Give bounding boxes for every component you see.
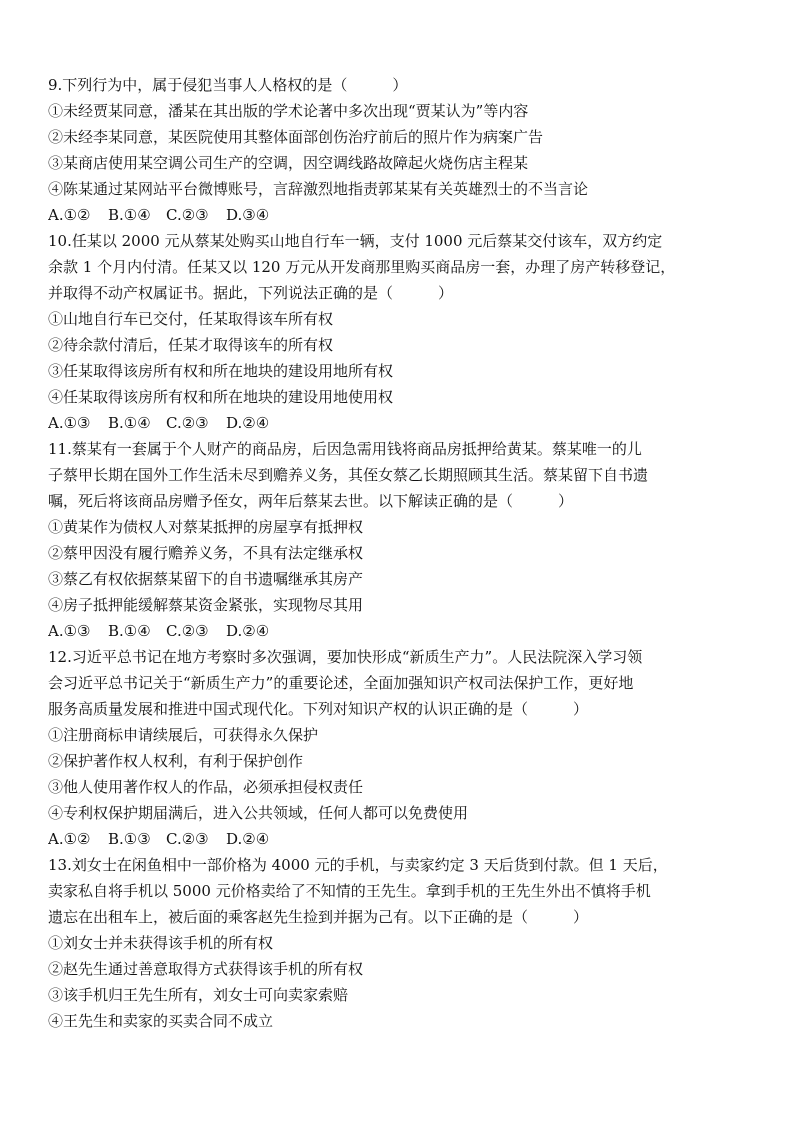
option-b: B.①④ xyxy=(108,206,151,224)
option-d: D.②④ xyxy=(226,622,270,640)
choice-item: ①注册商标申请续展后，可获得永久保护 xyxy=(48,726,319,744)
choice-item: ③某商店使用某空调公司生产的空调，因空调线路故障起火烧伤店主程某 xyxy=(48,154,529,172)
choice-item: ②蔡甲因没有履行赡养义务，不具有法定继承权 xyxy=(48,544,364,562)
choice-item: ④陈某通过某网站平台微博账号，言辞激烈地指责郭某某有关英雄烈士的不当言论 xyxy=(48,180,589,198)
option-b: B.①④ xyxy=(108,622,151,640)
option-a: A.①③ xyxy=(48,414,91,432)
option-d: D.②④ xyxy=(226,414,270,432)
option-b: B.①④ xyxy=(108,414,151,432)
choice-item: ②待余款付清后，任某才取得该车的所有权 xyxy=(48,336,334,354)
question-10 xyxy=(48,228,748,436)
choice-item: ④房子抵押能缓解蔡某资金紧张，实现物尽其用 xyxy=(48,596,364,614)
answer-options xyxy=(48,618,748,644)
choice-item: ③他人使用著作权人的作品，必须承担侵权责任 xyxy=(48,778,364,796)
answer-options xyxy=(48,202,748,228)
answer-options xyxy=(48,826,748,852)
option-d: D.②④ xyxy=(226,830,270,848)
choice-item: ①刘女士并未获得该手机的所有权 xyxy=(48,934,274,952)
choice-item: ④王先生和卖家的买卖合同不成立 xyxy=(48,1012,274,1030)
option-c: C.②③ xyxy=(166,830,209,848)
question-stem: 服务高质量发展和推进中国式现代化。下列对知识产权的认识正确的是（ ） xyxy=(48,700,589,718)
question-13 xyxy=(48,852,748,1034)
choice-item: ①黄某作为债权人对蔡某抵押的房屋享有抵押权 xyxy=(48,518,364,536)
question-stem: 会习近平总书记关于“新质生产力”的重要论述，全面加强知识产权司法保护工作，更好地 xyxy=(48,674,634,692)
choice-item: ③该手机归王先生所有，刘女士可向卖家索赔 xyxy=(48,986,349,1004)
option-c: C.②③ xyxy=(166,622,209,640)
question-11 xyxy=(48,436,748,644)
option-d: D.③④ xyxy=(226,206,270,224)
option-a: A.①③ xyxy=(48,622,91,640)
question-stem: 子蔡甲长期在国外工作生活未尽到赡养义务，其侄女蔡乙长期照顾其生活。蔡某留下自书遗 xyxy=(48,466,649,484)
option-a: A.①② xyxy=(48,206,91,224)
question-stem: 余款 1 个月内付清。任某又以 120 万元从开发商那里购买商品房一套，办理了房产转移登记， xyxy=(48,258,676,276)
question-stem: 12.习近平总书记在地方考察时多次强调，要加快形成“新质生产力”。人民法院深入学习领 xyxy=(48,648,643,666)
choice-item: ③蔡乙有权依据蔡某留下的自书遗嘱继承其房产 xyxy=(48,570,364,588)
choice-item: ①未经贾某同意，潘某在其出版的学术论著中多次出现“贾某认为”等内容 xyxy=(48,102,529,120)
question-stem: 10.任某以 2000 元从蔡某处购买山地自行车一辆，支付 1000 元后蔡某交付该车，双方约定 xyxy=(48,232,663,250)
option-c: C.②③ xyxy=(166,414,209,432)
choice-item: ④任某取得该房所有权和所在地块的建设用地使用权 xyxy=(48,388,394,406)
question-12 xyxy=(48,644,748,852)
question-stem: 嘱，死后将该商品房赠予侄女，两年后蔡某去世。以下解读正确的是（ ） xyxy=(48,492,574,510)
choice-item: ①山地自行车已交付，任某取得该车所有权 xyxy=(48,310,334,328)
choice-item: ③任某取得该房所有权和所在地块的建设用地所有权 xyxy=(48,362,394,380)
question-stem: 11.蔡某有一套属于个人财产的商品房，后因急需用钱将商品房抵押给黄某。蔡某唯一的儿 xyxy=(48,440,642,458)
choice-item: ④专利权保护期届满后，进入公共领域，任何人都可以免费使用 xyxy=(48,804,469,822)
choice-item: ②保护著作权人权利，有利于保护创作 xyxy=(48,752,304,770)
answer-options xyxy=(48,410,748,436)
question-stem: 9.下列行为中，属于侵犯当事人人格权的是（ ） xyxy=(48,76,408,94)
option-b: B.①③ xyxy=(108,830,151,848)
exam-page xyxy=(48,72,748,1034)
choice-item: ②赵先生通过善意取得方式获得该手机的所有权 xyxy=(48,960,364,978)
question-9 xyxy=(48,72,748,228)
question-stem: 并取得不动产权属证书。据此，下列说法正确的是（ ） xyxy=(48,284,454,302)
option-c: C.②③ xyxy=(166,206,209,224)
choice-item: ②未经李某同意，某医院使用其整体面部创伤治疗前后的照片作为病案广告 xyxy=(48,128,544,146)
question-stem: 遗忘在出租车上，被后面的乘客赵先生捡到并据为己有。以下正确的是（ ） xyxy=(48,908,589,926)
question-stem: 卖家私自将手机以 5000 元价格卖给了不知情的王先生。拿到手机的王先生外出不慎将手机 xyxy=(48,882,651,900)
option-a: A.①② xyxy=(48,830,91,848)
question-stem: 13.刘女士在闲鱼相中一部价格为 4000 元的手机，与卖家约定 3 天后货到付款。但 1 天后， xyxy=(48,856,668,874)
